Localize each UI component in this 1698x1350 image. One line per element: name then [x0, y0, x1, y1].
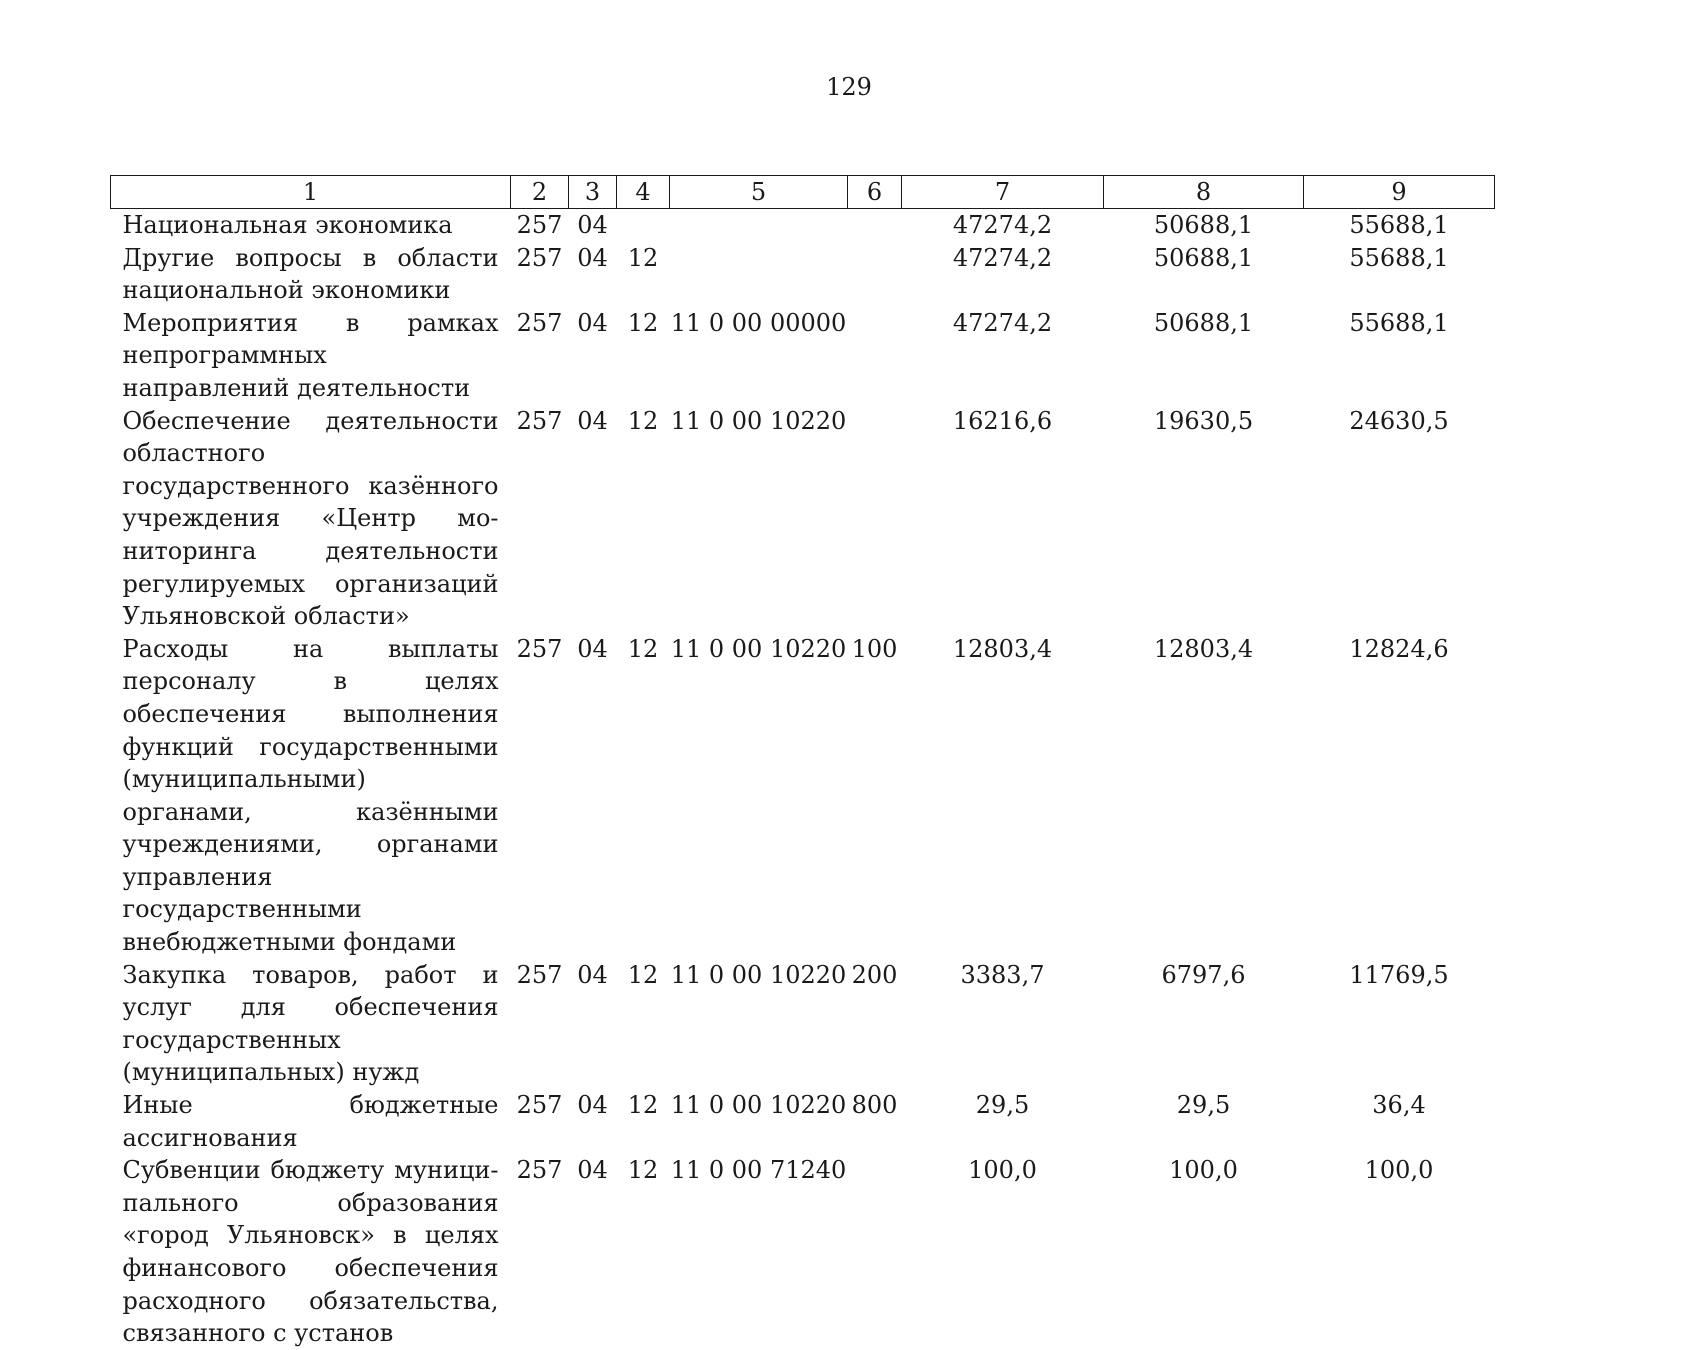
- cell-section: 04: [577, 634, 608, 663]
- table-row: [111, 1154, 1495, 1350]
- row-name: Субвенции бюджету муниципального образования «город Ульяновск» в целях финансового обеспечения расходного обязательства, связанного с установ: [122, 1156, 499, 1348]
- cell-section: 04: [577, 243, 608, 272]
- cell-subsection: 12: [627, 1156, 659, 1185]
- cell-target-article: [670, 242, 848, 307]
- cell-target-article: 11 0 00 10220: [670, 634, 847, 663]
- table-row: [111, 959, 1495, 1089]
- cell-amount-9: 55688,1: [1349, 211, 1449, 239]
- cell-target-article: 11 0 00 71240: [670, 1156, 847, 1185]
- header-row: [111, 176, 1495, 209]
- cell-amount-9: 11769,5: [1349, 960, 1449, 989]
- cell-amount-8: 100,0: [1169, 1156, 1238, 1185]
- cell-ministry: 257: [516, 211, 563, 239]
- page-number: 129: [826, 73, 872, 101]
- cell-expense-type: 200: [851, 960, 898, 989]
- cell-amount-7: 3383,7: [960, 960, 1045, 989]
- table-row: [111, 1089, 1495, 1154]
- cell-section: 04: [577, 406, 608, 435]
- cell-section: 04: [577, 211, 608, 239]
- cell-expense-type: [848, 1154, 902, 1350]
- cell-amount-8: 50688,1: [1153, 243, 1254, 272]
- row-name: Расходы на выплаты персоналу в целях обеспечения выполнения функций государственными (муниципальными) органами, казёнными учреждениями, органами управления государственными внебюджетными фондами: [122, 634, 499, 957]
- cell-ministry: 257: [516, 243, 563, 272]
- column-header: 7: [902, 176, 1104, 209]
- cell-expense-type: 100: [851, 634, 898, 663]
- cell-subsection: 12: [627, 243, 659, 272]
- row-name: Закупка товаров, работ и услуг для обеспечения государственных (муниципальных) нужд: [122, 960, 499, 1087]
- cell-amount-9: 55688,1: [1349, 308, 1449, 337]
- cell-expense-type: [848, 209, 902, 242]
- cell-amount-7: 47274,2: [952, 211, 1053, 239]
- cell-expense-type: [848, 242, 902, 307]
- cell-subsection: 12: [627, 406, 659, 435]
- column-header: 4: [617, 176, 670, 209]
- cell-subsection: 12: [627, 960, 659, 989]
- cell-amount-8: 6797,6: [1161, 960, 1246, 989]
- cell-amount-9: 100,0: [1364, 1156, 1434, 1185]
- cell-amount-8: 29,5: [1176, 1091, 1231, 1120]
- cell-amount-8: 50688,1: [1153, 211, 1254, 239]
- cell-subsection: 12: [627, 1091, 659, 1120]
- cell-amount-7: 29,5: [975, 1091, 1030, 1120]
- cell-target-article: [670, 209, 848, 242]
- cell-section: 04: [577, 960, 608, 989]
- cell-subsection: [617, 209, 670, 242]
- cell-amount-8: 19630,5: [1153, 406, 1254, 435]
- row-name: Национальная экономика: [122, 211, 453, 239]
- column-header: 6: [848, 176, 902, 209]
- column-header: 5: [670, 176, 848, 209]
- column-header: 1: [111, 176, 511, 209]
- table-body: [111, 209, 1495, 1350]
- cell-target-article: 11 0 00 10220: [670, 406, 847, 435]
- cell-amount-9: 55688,1: [1349, 243, 1449, 272]
- row-name: Обеспечение деятельности областного государственного казённого учреждения «Центр мониторинга деятельности регулируемых организаций Ульяновской области»: [122, 406, 499, 631]
- cell-amount-8: 50688,1: [1153, 308, 1254, 337]
- cell-expense-type: [848, 307, 902, 405]
- cell-ministry: 257: [516, 634, 563, 663]
- column-header: 9: [1304, 176, 1495, 209]
- cell-ministry: 257: [516, 308, 563, 337]
- table-row: [111, 307, 1495, 405]
- cell-amount-7: 100,0: [968, 1156, 1037, 1185]
- cell-amount-8: 12803,4: [1153, 634, 1254, 663]
- cell-section: 04: [577, 308, 608, 337]
- cell-amount-7: 47274,2: [952, 308, 1053, 337]
- cell-amount-7: 16216,6: [952, 406, 1053, 435]
- cell-expense-type: [848, 405, 902, 633]
- cell-amount-9: 36,4: [1372, 1091, 1426, 1120]
- cell-ministry: 257: [516, 1156, 563, 1185]
- cell-amount-7: 47274,2: [952, 243, 1053, 272]
- cell-ministry: 257: [516, 406, 563, 435]
- cell-section: 04: [577, 1091, 608, 1120]
- row-name: Мероприятия в рамках непрограммных направлений деятельности: [122, 308, 499, 402]
- cell-section: 04: [577, 1156, 608, 1185]
- table-row: [111, 405, 1495, 633]
- cell-ministry: 257: [516, 1091, 563, 1120]
- cell-subsection: 12: [627, 308, 659, 337]
- cell-amount-9: 24630,5: [1349, 406, 1449, 435]
- cell-subsection: 12: [627, 634, 659, 663]
- row-name: Другие вопросы в области национальной экономики: [122, 243, 499, 305]
- table-row: [111, 633, 1495, 959]
- column-header: 3: [569, 176, 617, 209]
- table-header: [111, 176, 1495, 209]
- cell-target-article: 11 0 00 10220: [670, 1091, 847, 1120]
- cell-amount-9: 12824,6: [1349, 634, 1449, 663]
- cell-target-article: 11 0 00 00000: [670, 308, 847, 337]
- budget-table: [110, 175, 1495, 1350]
- cell-expense-type: 800: [851, 1091, 898, 1120]
- row-name: Иные бюджетные ассигнования: [122, 1091, 499, 1152]
- table-row: [111, 209, 1495, 242]
- cell-amount-7: 12803,4: [952, 634, 1053, 663]
- column-header: 8: [1104, 176, 1304, 209]
- table-row: [111, 242, 1495, 307]
- column-header: 2: [511, 176, 569, 209]
- cell-ministry: 257: [516, 960, 563, 989]
- cell-target-article: 11 0 00 10220: [670, 960, 847, 989]
